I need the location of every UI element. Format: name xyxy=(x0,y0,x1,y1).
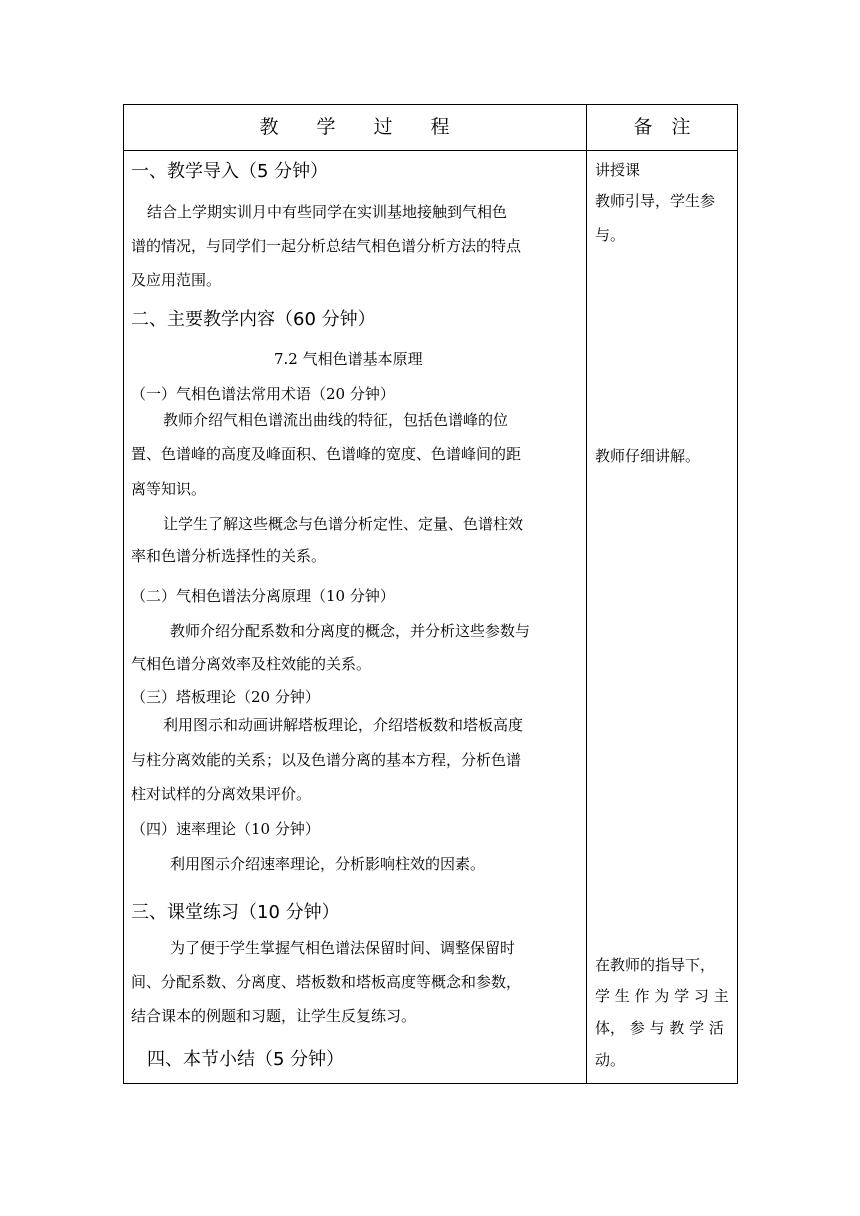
column-divider xyxy=(586,104,587,1084)
section-1-line: 及应用范围。 xyxy=(131,271,222,289)
note-line: 在教师的指导下， xyxy=(595,956,716,974)
part-3-title: （三）塔板理论（20 分钟） xyxy=(131,688,320,706)
section-1-title: 一、教学导入（5 分钟） xyxy=(131,161,329,182)
note-line: 讲授课 xyxy=(595,161,641,179)
section-1-line: 谱的情况，与同学们一起分析总结气相色谱分析方法的特点 xyxy=(131,237,522,255)
note-line: 动。 xyxy=(595,1051,626,1069)
header-divider xyxy=(123,150,738,151)
section-3-line: 间、分配系数、分离度、塔板数和塔板高度等概念和参数， xyxy=(131,973,522,991)
part-1-line: 率和色谱分析选择性的关系。 xyxy=(131,547,327,565)
part-1-line: 置、色谱峰的高度及峰面积、色谱峰的宽度、色谱峰间的距 xyxy=(131,445,522,463)
section-3-line: 结合课本的例题和习题，让学生反复练习。 xyxy=(131,1007,417,1025)
part-2-title: （二）气相色谱法分离原理（10 分钟） xyxy=(131,587,395,605)
section-2-title: 二、主要教学内容（60 分钟） xyxy=(131,309,376,330)
section-3-title: 三、课堂练习（10 分钟） xyxy=(131,902,340,923)
section-4-title: 四、本节小结（5 分钟） xyxy=(147,1049,345,1070)
part-1-line: 教师介绍气相色谱流出曲线的特征，包括色谱峰的位 xyxy=(163,411,509,429)
part-4-title: （四）速率理论（10 分钟） xyxy=(131,820,320,838)
column-header-notes: 备 注 xyxy=(633,116,691,138)
part-4-line: 利用图示介绍速率理论，分析影响柱效的因素。 xyxy=(170,855,486,873)
part-3-line: 柱对试样的分离效果评价。 xyxy=(131,785,312,803)
column-header-process: 教 学 过 程 xyxy=(259,116,450,138)
section-2-subtitle: 7.2 气相色谱基本原理 xyxy=(274,350,423,368)
part-3-line: 与柱分离效能的关系；以及色谱分离的基本方程，分析色谱 xyxy=(131,751,522,769)
part-3-line: 利用图示和动画讲解塔板理论，介绍塔板数和塔板高度 xyxy=(163,716,524,734)
section-3-line: 为了便于学生掌握气相色谱法保留时间、调整保留时 xyxy=(170,939,516,957)
part-1-line: 让学生了解这些概念与色谱分析定性、定量、色谱柱效 xyxy=(163,515,524,533)
part-1-title: （一）气相色谱法常用术语（20 分钟） xyxy=(131,385,395,403)
part-1-line: 离等知识。 xyxy=(131,480,207,498)
note-line: 与。 xyxy=(595,226,626,244)
note-line: 学 生 作 为 学 习 主 xyxy=(595,987,729,1005)
note-line: 教师仔细讲解。 xyxy=(595,447,701,465)
note-line: 体， 参 与 教 学 活 xyxy=(595,1019,724,1037)
note-line: 教师引导，学生参 xyxy=(595,192,716,210)
part-2-line: 气相色谱分离效率及柱效能的关系。 xyxy=(131,655,372,673)
part-2-line: 教师介绍分配系数和分离度的概念，并分析这些参数与 xyxy=(170,622,531,640)
section-1-line: 结合上学期实训月中有些同学在实训基地接触到气相色 xyxy=(147,203,508,221)
